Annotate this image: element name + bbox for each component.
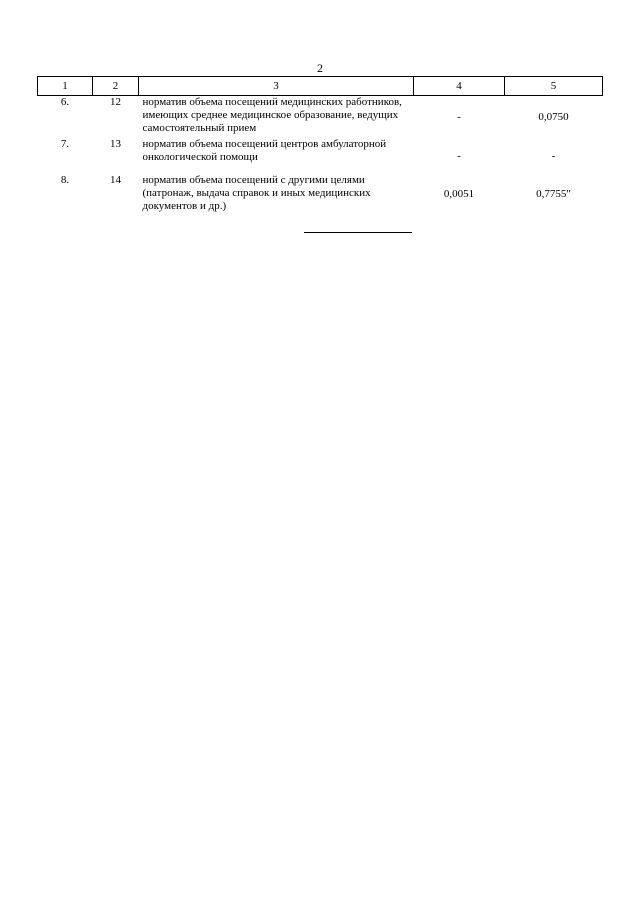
row-code: 12 xyxy=(110,96,121,108)
row-description: норматив объема посещений центров амбулаторной онкологической помощи xyxy=(142,138,387,163)
table-row xyxy=(38,174,603,214)
table-row xyxy=(38,96,603,139)
row-number: 6. xyxy=(60,96,70,108)
end-of-document-rule xyxy=(304,232,412,233)
row-code: 13 xyxy=(110,138,121,150)
row-description: норматив объема посещений медицинских работников, имеющих среднее медицинское образование, ведущих самостоятельный прием xyxy=(142,96,402,134)
page-number: 2 xyxy=(317,61,323,75)
row-code: 14 xyxy=(110,174,121,186)
column-header-3: 3 xyxy=(139,77,414,96)
row-value-4: - xyxy=(457,110,461,123)
column-header-5: 5 xyxy=(505,77,603,96)
norms-table xyxy=(37,76,603,214)
column-header-1: 1 xyxy=(38,77,93,96)
column-header-4: 4 xyxy=(414,77,505,96)
row-number: 8. xyxy=(60,174,70,186)
column-header-2: 2 xyxy=(93,77,139,96)
table-row xyxy=(38,138,603,174)
row-value-5: 0,0750 xyxy=(538,110,569,123)
row-value-4: - xyxy=(457,149,461,162)
row-value-5: 0,7755" xyxy=(536,187,571,200)
row-value-4: 0,0051 xyxy=(443,187,475,200)
table-header-row xyxy=(38,77,603,96)
row-number: 7. xyxy=(60,138,70,150)
row-value-5: - xyxy=(551,149,556,162)
row-description: норматив объема посещений с другими целями (патронаж, выдача справок и иных медицинских документов и др.) xyxy=(142,174,371,212)
